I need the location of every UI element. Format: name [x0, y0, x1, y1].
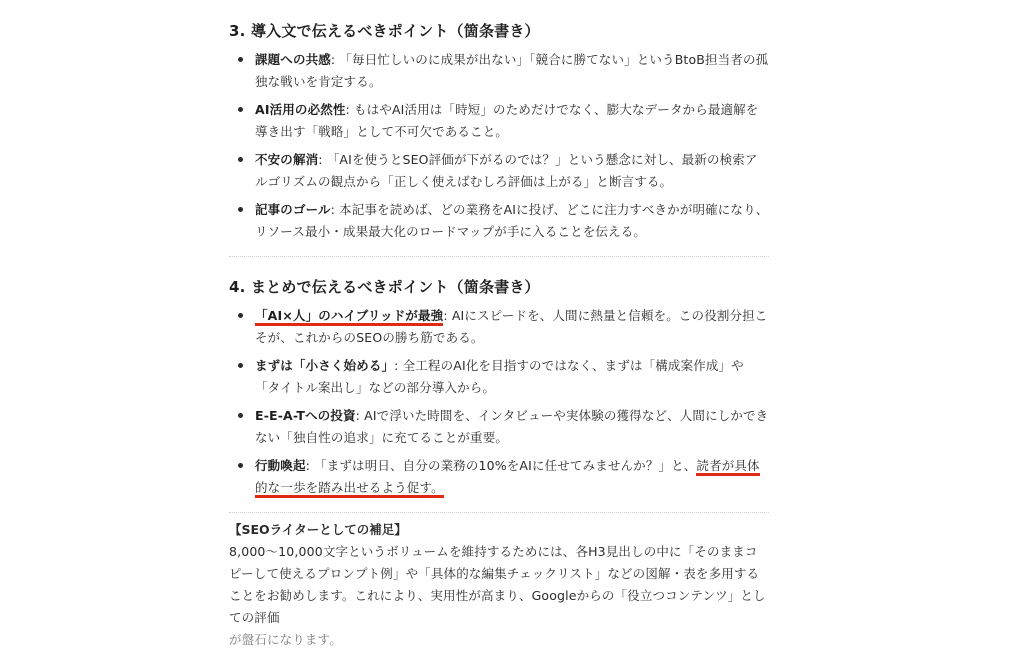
- note-body: [229, 541, 769, 651]
- item-text: : 本記事を読めば、どの業務をAIに投げ、どこに注力すべきかが明確になり、リソース最小・成果最大化のロードマップが手に入ることを伝える。: [255, 202, 769, 239]
- item-label: E-E-A-Tへの投資: [255, 408, 356, 423]
- list-item: [229, 49, 769, 92]
- note-text-tail: が盤石になります。: [229, 632, 342, 647]
- item-text: : AIで浮いた時間を、インタビューや実体験の獲得など、人間にしかできない「独自性の追求」に充てることが重要。: [255, 408, 769, 445]
- section-divider: [229, 512, 769, 513]
- list-item: [229, 455, 769, 498]
- item-label: 不安の解消: [255, 152, 319, 167]
- section-4-heading: 4. まとめで伝えるべきポイント（箇条書き）: [229, 278, 540, 296]
- item-text: : 「AIを使うとSEO評価が下がるのでは？」という懸念に対し、最新の検索アルゴリズムの観点から「正しく使えばむしろ評価は上がる」と断言する。: [255, 152, 758, 189]
- item-label: 行動喚起: [255, 458, 306, 473]
- list-item: [229, 355, 769, 398]
- item-text: : 「まずは明日、自分の業務の10%をAIに任せてみませんか？」と、: [305, 458, 697, 473]
- list-item: [229, 405, 769, 448]
- item-label: AI活用の必然性: [255, 102, 346, 117]
- note-heading: 【SEOライターとしての補足】: [229, 522, 407, 537]
- item-text: : 「毎日忙しいのに成果が出ない」「競合に勝てない」というBtoB担当者の孤独な戦いを肯定する。: [255, 52, 769, 89]
- list-item: [229, 149, 769, 192]
- item-text: : 全工程のAI化を目指すのではなく、まずは「構成案作成」や「タイトル案出し」などの部分導入から。: [255, 358, 744, 395]
- item-label: 課題への共感: [255, 52, 331, 67]
- note-text: 8,000〜10,000文字というボリュームを維持するためには、各H3見出しの中に「そのままコピーして使えるプロンプト例」や「具体的な編集チェックリスト」などの図解・表を多用することをお勧めします。これにより、実用性が高まり、Googleからの「役立つコンテンツ」としての評価: [229, 544, 766, 625]
- section-3-list: [229, 49, 769, 242]
- item-text: : もはやAI活用は「時短」のためだけでなく、膨大なデータから最適解を導き出す「戦略」として不可欠であること。: [255, 102, 759, 139]
- item-label-underlined: 「AI×人」のハイブリッドが最強: [255, 308, 443, 326]
- item-label: 記事のゴール: [255, 202, 331, 217]
- section-3-heading: 3. 導入文で伝えるべきポイント（箇条書き）: [229, 22, 540, 40]
- item-text-underlined: 読者が具体的な一歩を踏み出せるよう促す。: [255, 458, 760, 498]
- item-label: まずは「小さく始める」: [255, 358, 395, 373]
- seo-note: [229, 519, 769, 651]
- section-4-list: [229, 305, 769, 498]
- list-item: [229, 305, 769, 348]
- section-divider: [229, 256, 769, 257]
- item-text: : AIにスピードを、人間に熱量と信頼を。この役割分担こそが、これからのSEOの勝ち筋である。: [255, 308, 768, 345]
- list-item: [229, 99, 769, 142]
- list-item: [229, 199, 769, 242]
